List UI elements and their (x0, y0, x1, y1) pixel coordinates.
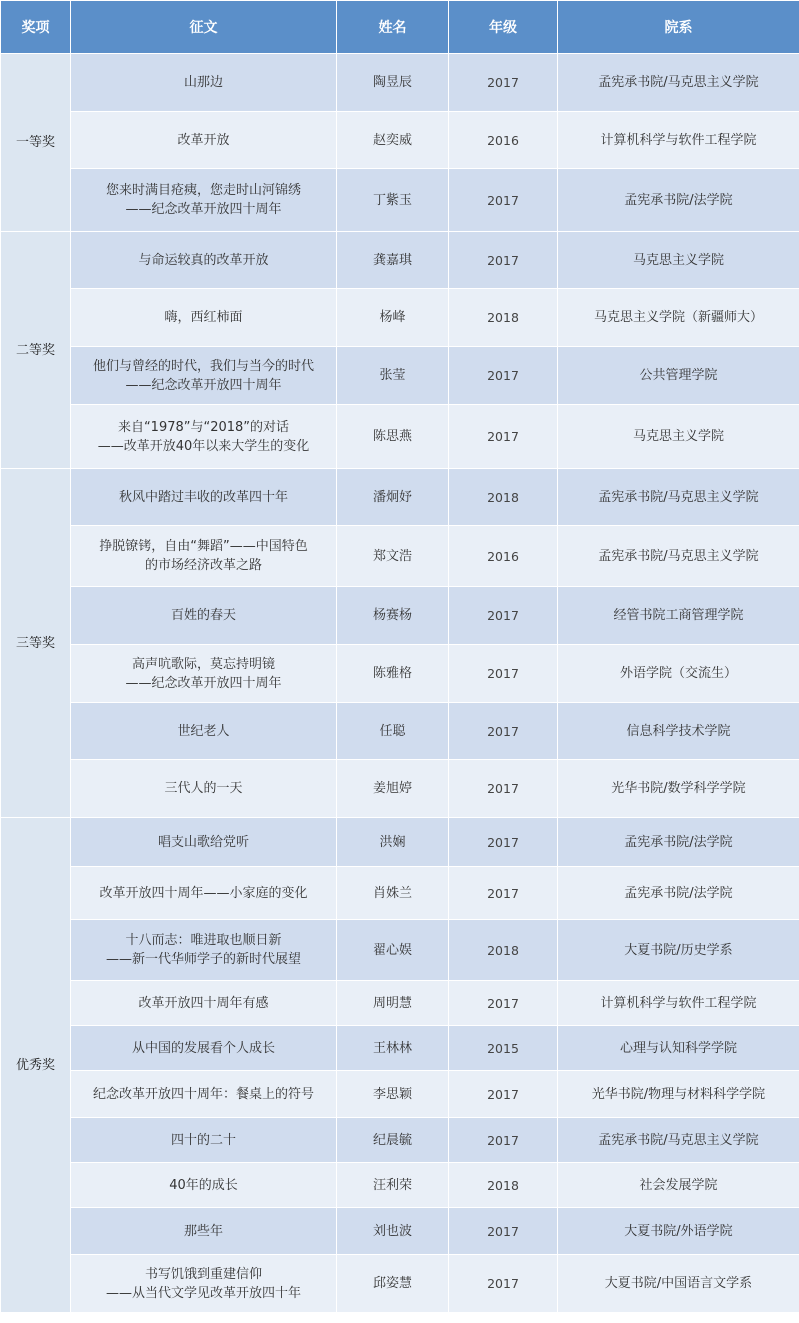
grade-cell: 2018 (449, 1163, 558, 1208)
author-name-cell: 陈思燕 (337, 405, 449, 469)
grade-cell: 2016 (449, 526, 558, 587)
table-row (1, 1208, 799, 1255)
table-row (1, 169, 799, 232)
department-cell: 马克思主义学院（新疆师大） (558, 289, 799, 347)
essay-title-cell: 您来时满目疮痍，您走时山河锦绣 ——纪念改革开放四十周年 (71, 169, 337, 232)
table-row (1, 232, 799, 289)
author-name-cell: 龚嘉琪 (337, 232, 449, 289)
author-name-cell: 任聪 (337, 703, 449, 760)
department-cell: 马克思主义学院 (558, 405, 799, 469)
author-name-cell: 刘也波 (337, 1208, 449, 1255)
essay-title-cell: 那些年 (71, 1208, 337, 1255)
grade-cell: 2016 (449, 112, 558, 169)
table-row (1, 703, 799, 760)
essay-title-cell: 十八而志：唯进取也顺日新 ——新一代华师学子的新时代展望 (71, 920, 337, 981)
grade-cell: 2017 (449, 587, 558, 645)
table-row (1, 920, 799, 981)
department-cell: 光华书院/数学科学学院 (558, 760, 799, 818)
essay-title-cell: 三代人的一天 (71, 760, 337, 818)
award-level-cell: 优秀奖 (1, 818, 71, 1313)
author-name-cell: 肖姝兰 (337, 867, 449, 920)
grade-cell: 2017 (449, 54, 558, 112)
grade-cell: 2017 (449, 169, 558, 232)
department-cell: 公共管理学院 (558, 347, 799, 405)
author-name-cell: 姜旭婷 (337, 760, 449, 818)
table-row (1, 289, 799, 347)
essay-title-cell: 他们与曾经的时代，我们与当今的时代 ——纪念改革开放四十周年 (71, 347, 337, 405)
table-row (1, 405, 799, 469)
author-name-cell: 杨峰 (337, 289, 449, 347)
author-name-cell: 李思颖 (337, 1071, 449, 1118)
department-cell: 经管书院工商管理学院 (558, 587, 799, 645)
grade-cell: 2017 (449, 405, 558, 469)
essay-title-cell: 与命运较真的改革开放 (71, 232, 337, 289)
award-level-cell: 三等奖 (1, 469, 71, 818)
grade-cell: 2017 (449, 703, 558, 760)
grade-cell: 2017 (449, 981, 558, 1026)
department-cell: 大夏书院/中国语言文学系 (558, 1255, 799, 1313)
author-name-cell: 郑文浩 (337, 526, 449, 587)
table-row (1, 1163, 799, 1208)
essay-title-cell: 纪念改革开放四十周年：餐桌上的符号 (71, 1071, 337, 1118)
author-name-cell: 洪娴 (337, 818, 449, 867)
author-name-cell: 王林林 (337, 1026, 449, 1071)
header-award: 奖项 (1, 1, 71, 54)
department-cell: 光华书院/物理与材料科学学院 (558, 1071, 799, 1118)
grade-cell: 2015 (449, 1026, 558, 1071)
header-grade: 年级 (449, 1, 558, 54)
essay-title-cell: 世纪老人 (71, 703, 337, 760)
header-dept: 院系 (558, 1, 799, 54)
department-cell: 外语学院（交流生） (558, 645, 799, 703)
essay-title-cell: 唱支山歌给党听 (71, 818, 337, 867)
grade-cell: 2017 (449, 347, 558, 405)
essay-title-cell: 四十的二十 (71, 1118, 337, 1163)
department-cell: 心理与认知科学学院 (558, 1026, 799, 1071)
table-row (1, 469, 799, 526)
department-cell: 孟宪承书院/马克思主义学院 (558, 1118, 799, 1163)
department-cell: 大夏书院/历史学系 (558, 920, 799, 981)
header-row (1, 1, 799, 54)
table-row (1, 1255, 799, 1313)
essay-title-cell: 改革开放 (71, 112, 337, 169)
grade-cell: 2018 (449, 289, 558, 347)
table-row (1, 54, 799, 112)
essay-title-cell: 嗨，西红柿面 (71, 289, 337, 347)
author-name-cell: 汪利荣 (337, 1163, 449, 1208)
grade-cell: 2017 (449, 1255, 558, 1313)
grade-cell: 2017 (449, 1071, 558, 1118)
grade-cell: 2017 (449, 1118, 558, 1163)
table-row (1, 1026, 799, 1071)
essay-title-cell: 百姓的春天 (71, 587, 337, 645)
table-row (1, 818, 799, 867)
department-cell: 信息科学技术学院 (558, 703, 799, 760)
essay-title-cell: 挣脱镣铐，自由“舞蹈”——中国特色 的市场经济改革之路 (71, 526, 337, 587)
author-name-cell: 周明慧 (337, 981, 449, 1026)
header-name: 姓名 (337, 1, 449, 54)
author-name-cell: 翟心娱 (337, 920, 449, 981)
department-cell: 计算机科学与软件工程学院 (558, 112, 799, 169)
essay-title-cell: 来自“1978”与“2018”的对话 ——改革开放40年以来大学生的变化 (71, 405, 337, 469)
essay-title-cell: 40年的成长 (71, 1163, 337, 1208)
author-name-cell: 张莹 (337, 347, 449, 405)
table-row (1, 112, 799, 169)
grade-cell: 2017 (449, 818, 558, 867)
author-name-cell: 杨赛杨 (337, 587, 449, 645)
table-row (1, 981, 799, 1026)
author-name-cell: 陈雅格 (337, 645, 449, 703)
essay-title-cell: 改革开放四十周年——小家庭的变化 (71, 867, 337, 920)
essay-title-cell: 秋风中踏过丰收的改革四十年 (71, 469, 337, 526)
department-cell: 孟宪承书院/法学院 (558, 818, 799, 867)
author-name-cell: 纪晨毓 (337, 1118, 449, 1163)
department-cell: 孟宪承书院/法学院 (558, 867, 799, 920)
essay-title-cell: 改革开放四十周年有感 (71, 981, 337, 1026)
table-body (1, 54, 799, 1313)
author-name-cell: 陶昱辰 (337, 54, 449, 112)
table-row (1, 1071, 799, 1118)
department-cell: 马克思主义学院 (558, 232, 799, 289)
department-cell: 大夏书院/外语学院 (558, 1208, 799, 1255)
essay-title-cell: 书写饥饿到重建信仰 ——从当代文学见改革开放四十年 (71, 1255, 337, 1313)
grade-cell: 2017 (449, 1208, 558, 1255)
grade-cell: 2017 (449, 867, 558, 920)
department-cell: 孟宪承书院/法学院 (558, 169, 799, 232)
department-cell: 社会发展学院 (558, 1163, 799, 1208)
table-row (1, 645, 799, 703)
grade-cell: 2017 (449, 232, 558, 289)
essay-title-cell: 从中国的发展看个人成长 (71, 1026, 337, 1071)
department-cell: 孟宪承书院/马克思主义学院 (558, 469, 799, 526)
department-cell: 孟宪承书院/马克思主义学院 (558, 54, 799, 112)
header-title: 征文 (71, 1, 337, 54)
department-cell: 孟宪承书院/马克思主义学院 (558, 526, 799, 587)
author-name-cell: 丁紫玉 (337, 169, 449, 232)
table-row (1, 760, 799, 818)
table-row (1, 587, 799, 645)
table-row (1, 867, 799, 920)
award-level-cell: 二等奖 (1, 232, 71, 469)
table-row (1, 1118, 799, 1163)
grade-cell: 2018 (449, 920, 558, 981)
author-name-cell: 赵奕威 (337, 112, 449, 169)
author-name-cell: 潘炯妤 (337, 469, 449, 526)
author-name-cell: 邱姿慧 (337, 1255, 449, 1313)
table-row (1, 347, 799, 405)
essay-title-cell: 高声吭歌际，莫忘持明镜 ——纪念改革开放四十周年 (71, 645, 337, 703)
table-row (1, 526, 799, 587)
grade-cell: 2017 (449, 760, 558, 818)
award-level-cell: 一等奖 (1, 54, 71, 232)
department-cell: 计算机科学与软件工程学院 (558, 981, 799, 1026)
grade-cell: 2018 (449, 469, 558, 526)
essay-title-cell: 山那边 (71, 54, 337, 112)
grade-cell: 2017 (449, 645, 558, 703)
